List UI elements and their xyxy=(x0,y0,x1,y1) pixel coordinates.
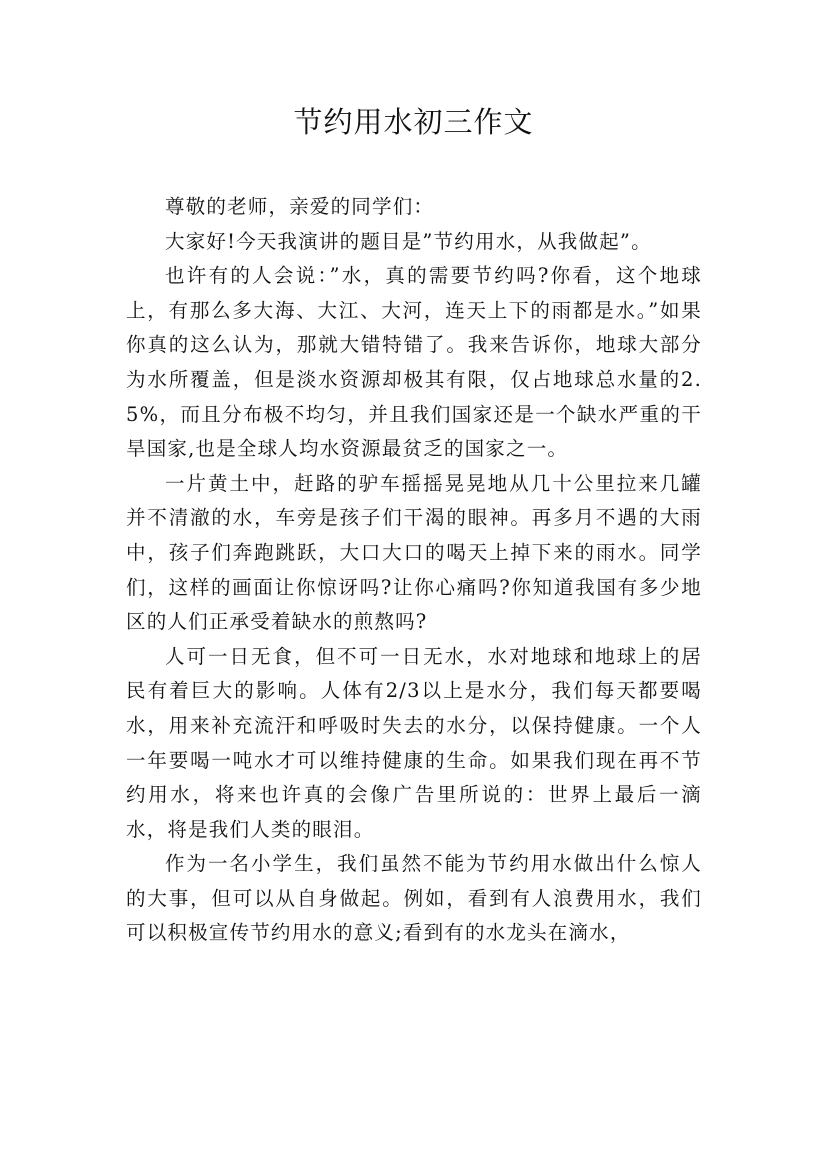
paragraph-importance-of-water: 人可一日无食，但不可一日无水，水对地球和地球上的居民有着巨大的影响。人体有2/3以上是水分，我们每天都要喝水，用来补充流汗和呼吸时失去的水分，以保持健康。一个人一年要喝一吨水才可以维持健康的生命。如果我们现在再不节约用水，将来也许真的会像广告里所说的：世界上最后一滴水，将是我们人类的眼泪。 xyxy=(126,644,702,841)
document-title: 节约用水初三作文 xyxy=(293,105,534,139)
paragraph-water-resources: 也许有的人会说：”水，真的需要节约吗?你看，这个地球上，有那么多大海、大江、大河，连天上下的雨都是水。”如果你真的这么认为，那就大错特错了。我来告诉你，地球大部分为水所覆盖，但是淡水资源却极其有限，仅占地球总水量的2.5%，而且分布极不均匀，并且我们国家还是一个缺水严重的干旱国家,也是全球人均水资源最贫乏的国家之一。 xyxy=(126,264,702,461)
paragraph-topic: 大家好!今天我演讲的题目是”节约用水，从我做起”。 xyxy=(165,229,652,253)
paragraph-drought-scene: 一片黄土中，赶路的驴车摇摇晃晃地从几十公里拉来几罐并不清澈的水，车旁是孩子们干渴的眼神。再多月不遇的大雨中，孩子们奔跑跳跃，大口大口的喝天上掉下来的雨水。同学们，这样的画面让你惊讶吗?让你心痛吗?你知道我国有多少地区的人们正承受着缺水的煎熬吗? xyxy=(126,471,702,634)
document-body xyxy=(126,190,702,951)
paragraph-greeting: 尊敬的老师，亲爱的同学们： xyxy=(165,195,435,218)
paragraph-what-we-can-do: 作为一名小学生，我们虽然不能为节约用水做出什么惊人的大事，但可以从自身做起。例如，看到有人浪费用水，我们可以积极宣传节约用水的意义;看到有的水龙头在滴水， xyxy=(126,852,702,945)
